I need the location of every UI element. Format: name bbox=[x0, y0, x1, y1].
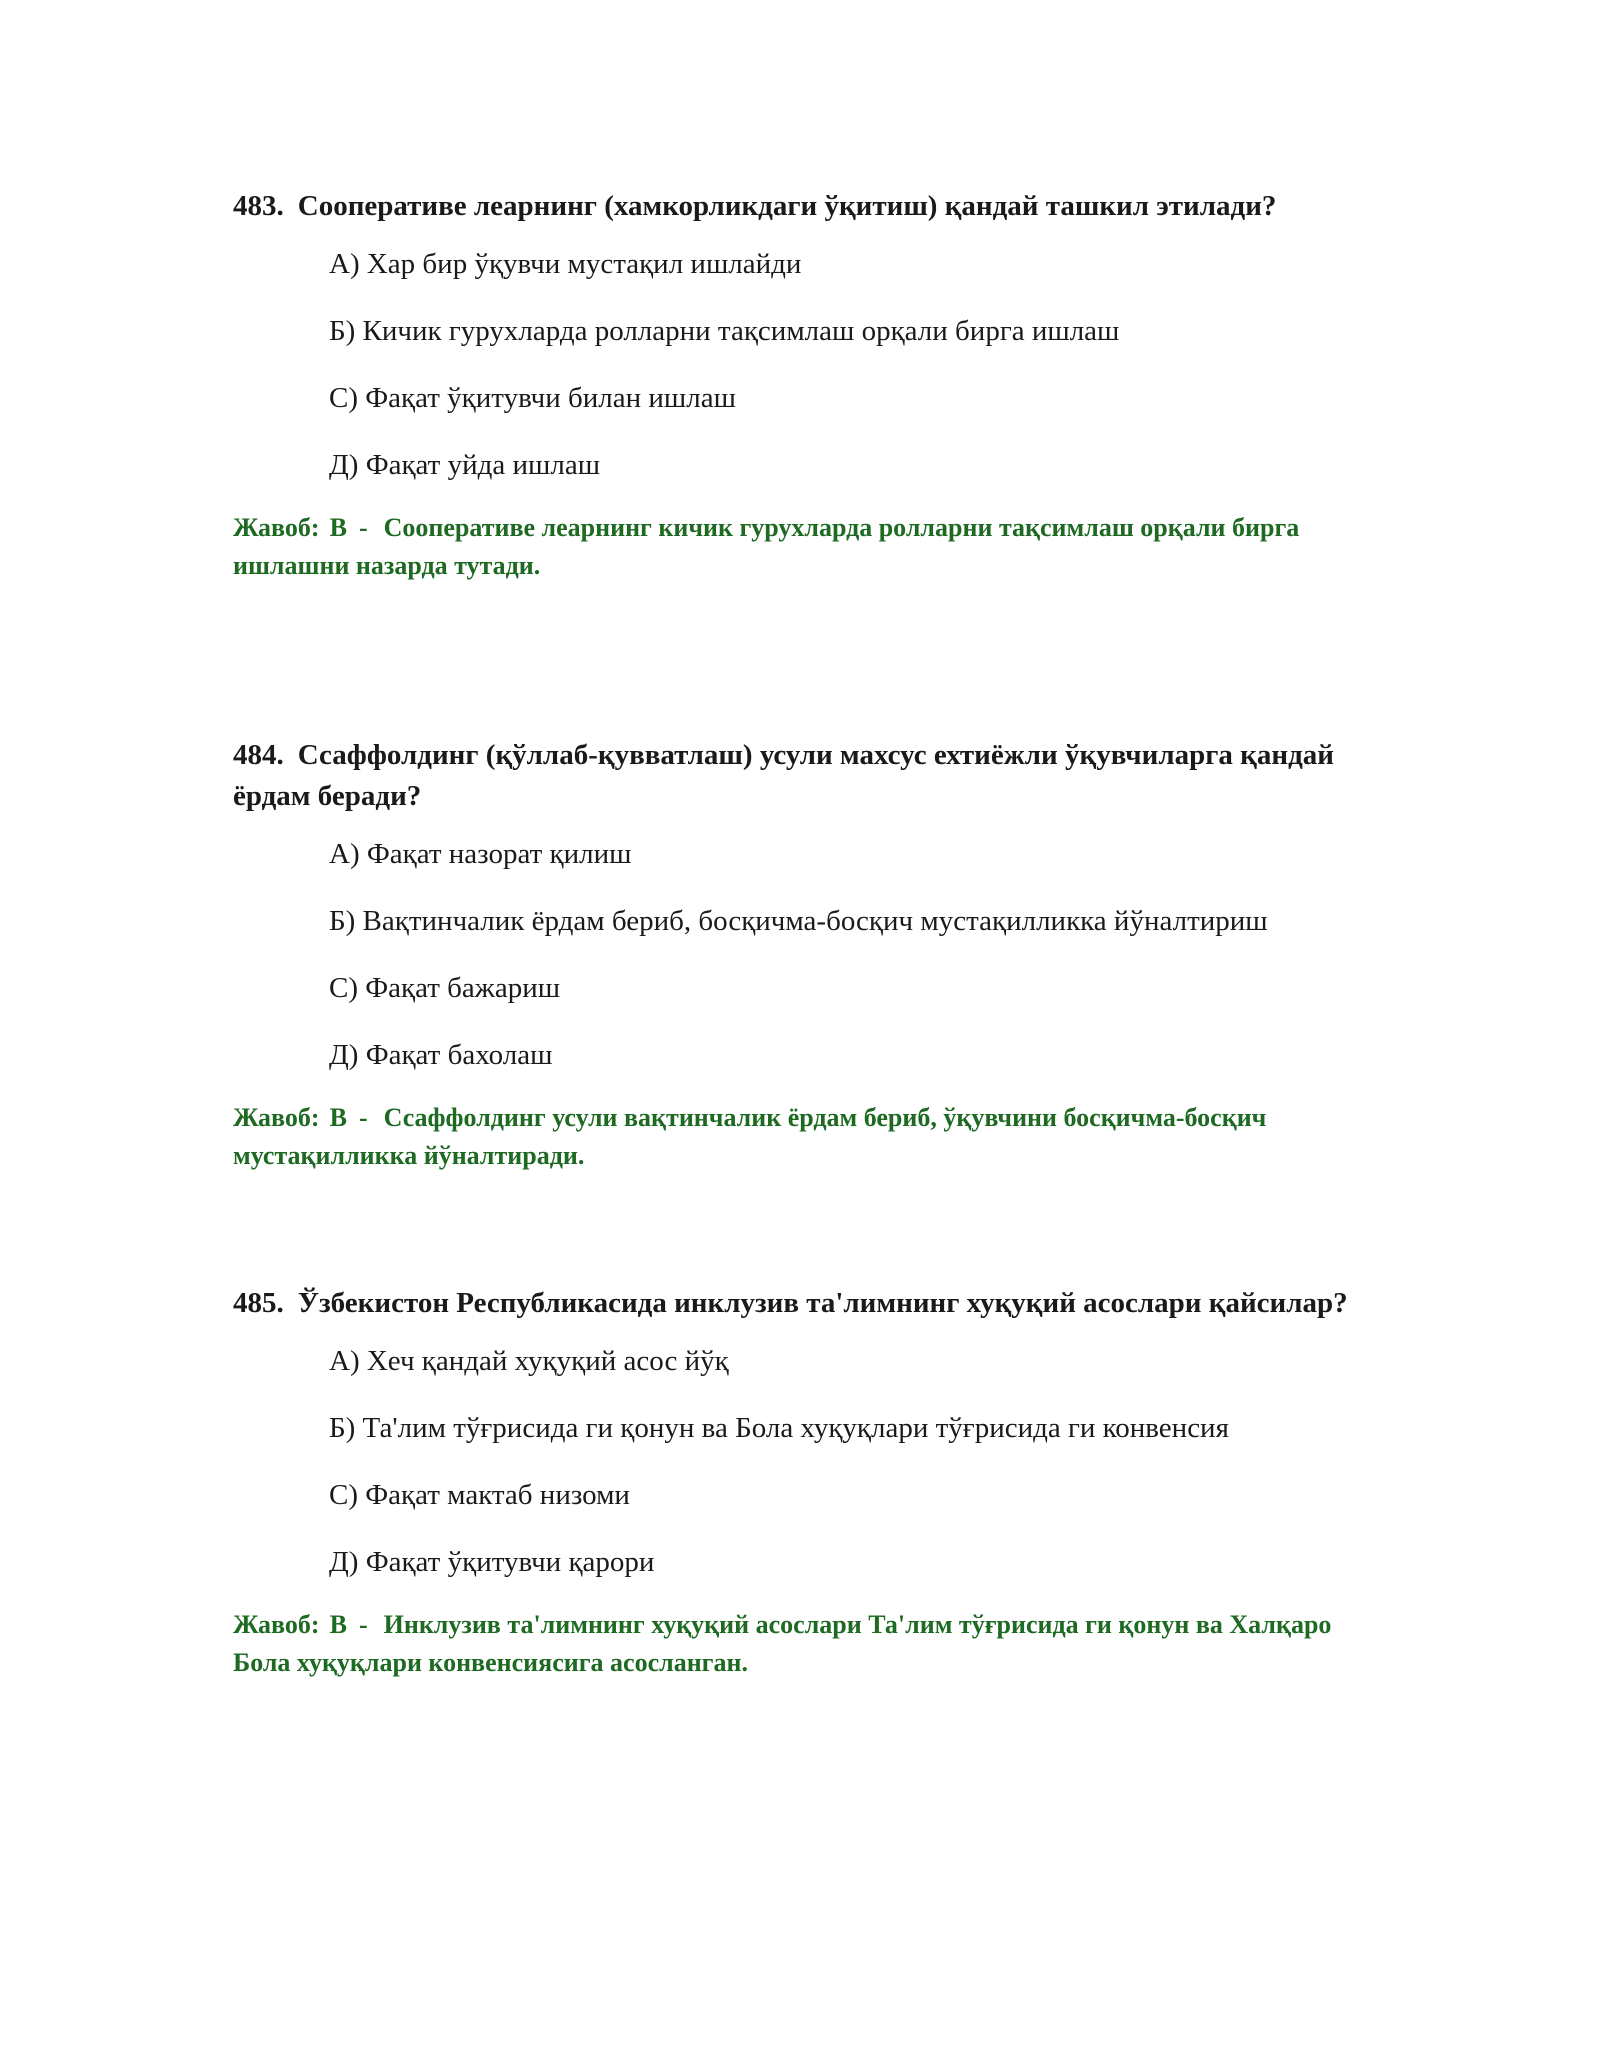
option-c: С) Фақат бажариш bbox=[329, 972, 561, 1004]
answer bbox=[233, 509, 1373, 585]
option-b: Б) Та'лим тўғрисида ги қонун ва Бола хуқуқлари тўғрисида ги конвенсия bbox=[329, 1412, 1229, 1444]
options-list bbox=[329, 247, 1373, 482]
question-text: Ссаффолдинг (қўллаб-қувватлаш) усули махсус ехтиёжли ўқувчиларга қандай ёрдам беради? bbox=[233, 739, 1334, 812]
question-title bbox=[233, 186, 1373, 227]
answer-dash: - bbox=[358, 513, 368, 542]
question-number: 485. bbox=[233, 1287, 284, 1319]
answer-label: Жавоб: bbox=[233, 1103, 320, 1132]
answer-label: Жавоб: bbox=[233, 1610, 320, 1639]
question-block bbox=[233, 1283, 1373, 1682]
answer-text: Инклузив та'лимнинг хуқуқий асослари Та'лим тўғрисида ги қонун ва Халқаро Бола хуқуқлари конвенсиясига асосланган. bbox=[233, 1610, 1332, 1677]
option-b: Б) Вақтинчалик ёрдам бериб, босқичма-босқич мустақилликка йўналтириш bbox=[329, 905, 1268, 937]
option-a: А) Хеч қандай хуқуқий асос йўқ bbox=[329, 1345, 729, 1377]
answer-text: Сооперативе леарнинг кичик гурухларда ролларни тақсимлаш орқали бирга ишлашни назарда тутади. bbox=[233, 513, 1300, 580]
answer-dash: - bbox=[358, 1103, 368, 1132]
option-a: А) Фақат назорат қилиш bbox=[329, 838, 632, 870]
option-c: С) Фақат мактаб низоми bbox=[329, 1479, 630, 1511]
answer-letter: В bbox=[329, 1103, 347, 1132]
answer-dash: - bbox=[358, 1610, 368, 1639]
option-d: Д) Фақат уйда ишлаш bbox=[329, 449, 601, 481]
answer-text: Ссаффолдинг усули вақтинчалик ёрдам бериб, ўқувчини босқичма-босқич мустақилликка йўналтиради. bbox=[233, 1103, 1267, 1170]
option-d: Д) Фақат ўқитувчи қарори bbox=[329, 1546, 655, 1578]
option-a: А) Хар бир ўқувчи мустақил ишлайди bbox=[329, 248, 802, 280]
question-number: 483. bbox=[233, 190, 284, 222]
question-text: Ўзбекистон Республикасида инклузив та'лимнинг хуқуқий асослари қайсилар? bbox=[297, 1287, 1348, 1319]
options-list bbox=[329, 1344, 1373, 1579]
question-title bbox=[233, 1283, 1373, 1324]
option-c: С) Фақат ўқитувчи билан ишлаш bbox=[329, 382, 736, 414]
question-number: 484. bbox=[233, 739, 284, 771]
answer-letter: В bbox=[329, 1610, 347, 1639]
answer bbox=[233, 1606, 1373, 1682]
option-b: Б) Кичик гурухларда ролларни тақсимлаш орқали бирга ишлаш bbox=[329, 315, 1120, 347]
question-title bbox=[233, 735, 1373, 817]
question-block bbox=[233, 735, 1373, 1175]
answer-letter: В bbox=[329, 513, 347, 542]
question-text: Сооперативе леарнинг (хамкорликдаги ўқитиш) қандай ташкил этилади? bbox=[297, 190, 1277, 222]
options-list bbox=[329, 837, 1373, 1072]
option-d: Д) Фақат бахолаш bbox=[329, 1039, 553, 1071]
answer bbox=[233, 1099, 1373, 1175]
question-block bbox=[233, 186, 1373, 585]
answer-label: Жавоб: bbox=[233, 513, 320, 542]
